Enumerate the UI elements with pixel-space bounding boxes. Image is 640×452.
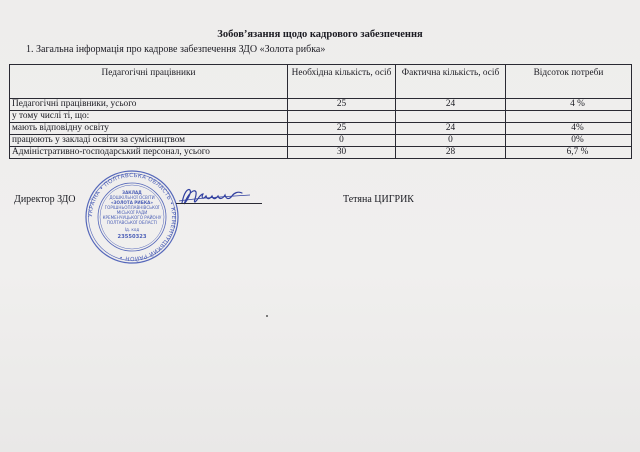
column-header: Педагогічні працівники [10, 65, 288, 99]
required-count: 25 [288, 123, 396, 135]
need-percent: 4% [506, 123, 632, 135]
stamp-line: ДОШКІЛЬНОЇ ОСВІТИ [109, 195, 155, 200]
table-row [10, 111, 632, 123]
stamp-line: 23550323 [117, 234, 147, 240]
required-count: 25 [288, 99, 396, 111]
stamp-line: МІСЬКОЇ РАДИ [116, 210, 148, 215]
need-percent: 4 % [506, 99, 632, 111]
table-row [10, 147, 632, 159]
document-title: Зобов’язання щодо кадрового забезпечення [217, 29, 423, 40]
actual-count: 28 [396, 147, 506, 159]
column-header: Необхідна кількість, осіб [288, 65, 396, 99]
official-stamp [78, 168, 186, 266]
director-signature [176, 184, 258, 208]
required-count: 0 [288, 135, 396, 147]
need-percent: 6,7 % [506, 147, 632, 159]
stamp-line: ЗАКЛАД [122, 190, 142, 195]
stamp-line: ГОРІШНЬОПЛАВНІВСЬКОЇ [104, 205, 160, 210]
row-label: працюють у закладі освіти за сумісництвом [10, 135, 288, 147]
staffing-table [9, 64, 632, 159]
row-label: мають відповідну освіту [10, 123, 288, 135]
actual-count: 24 [396, 123, 506, 135]
table-row [10, 99, 632, 111]
row-label: Педагогічні працівники, усього [10, 99, 288, 111]
need-percent: 0% [506, 135, 632, 147]
actual-count [396, 111, 506, 123]
stamp-line: КРЕМЕНЧУЦЬКОГО РАЙОНУ [102, 215, 162, 220]
table-row [10, 123, 632, 135]
signature-line [176, 203, 262, 204]
document-subtitle: 1. Загальна інформація про кадрове забезпечення ЗДО «Золота рибка» [26, 44, 326, 55]
required-count: 30 [288, 147, 396, 159]
stamp-outer-text: УКРАЇНА • ПОЛТАВСЬКА ОБЛАСТЬ • КРЕМЕНЧУЦЬКИЙ РАЙОН • [87, 172, 177, 262]
column-header: Відсоток потреби [506, 65, 632, 99]
row-label: у тому числі ті, що: [10, 111, 288, 123]
actual-count: 24 [396, 99, 506, 111]
need-percent [506, 111, 632, 123]
required-count [288, 111, 396, 123]
row-label: Адміністративно-господарський персонал, усього [10, 147, 288, 159]
stamp-line: Ід. код [124, 227, 140, 232]
column-header: Фактична кількість, осіб [396, 65, 506, 99]
director-position-label: Директор ЗДО [14, 194, 76, 205]
director-name: Тетяна ЦИГРИК [343, 194, 414, 205]
table-header-row [10, 65, 632, 99]
stamp-line: ПОЛТАВСЬКОЇ ОБЛАСТІ [106, 220, 158, 225]
actual-count: 0 [396, 135, 506, 147]
stamp-line: «ЗОЛОТА РИБКА» [110, 200, 154, 205]
scan-dot [266, 315, 268, 317]
table-row [10, 135, 632, 147]
